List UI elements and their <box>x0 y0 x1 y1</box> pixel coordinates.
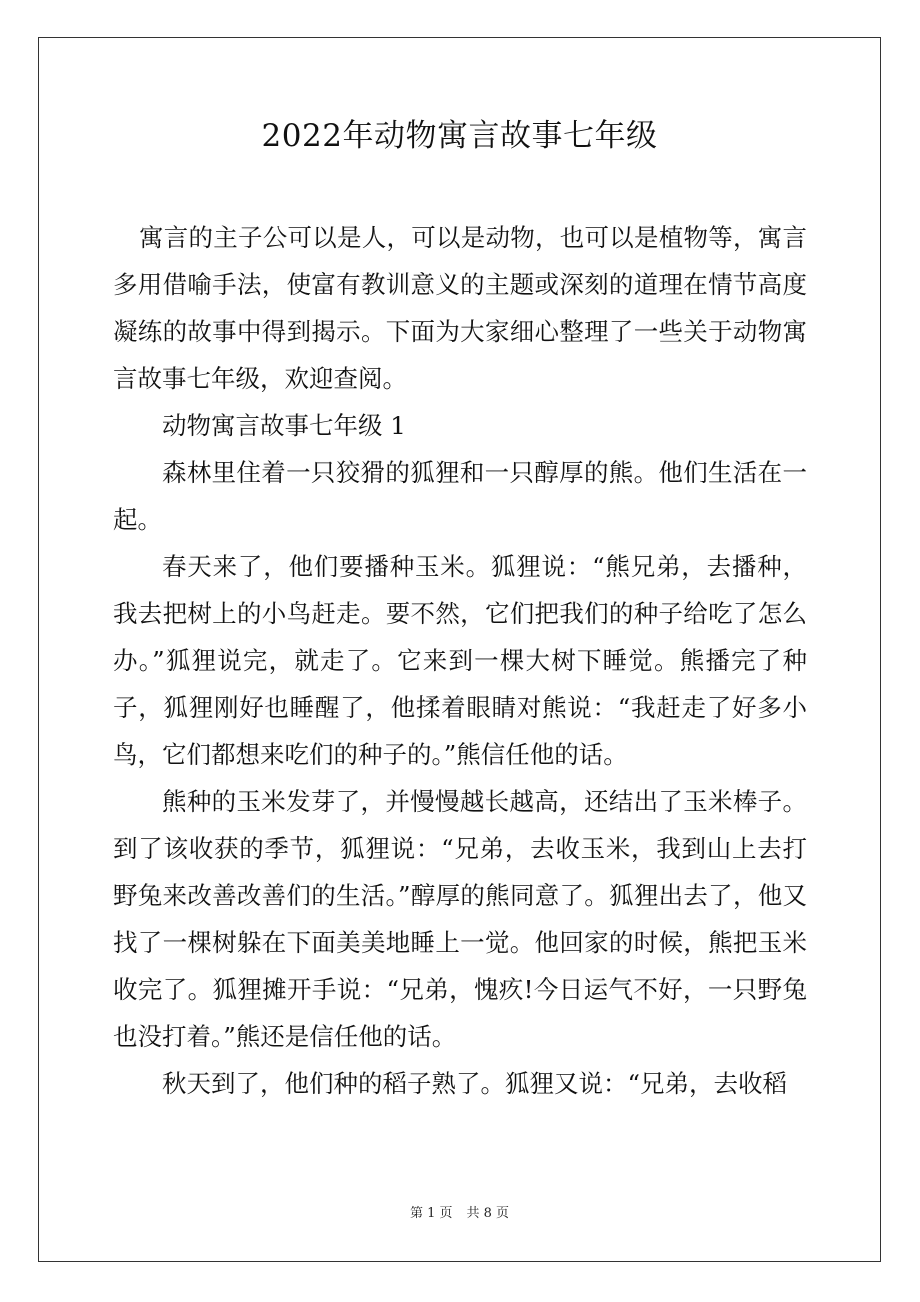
story-paragraph: 春天来了，他们要播种玉米。狐狸说：“熊兄弟，去播种，我去把树上的小鸟赶走。要不然，它们把我们的种子给吃了怎么办。”狐狸说完，就走了。它来到一棵大树下睡觉。熊播完了种子，狐狸刚好也睡醒了，他揉着眼睛对熊说：“我赶走了好多小鸟，它们都想来吃们的种子的。”熊信任他的话。 <box>113 552 807 769</box>
page-number: 第 1 页 <box>409 1206 453 1221</box>
page-total: 共 8 页 <box>466 1206 510 1221</box>
intro-paragraph: 寓言的主子公可以是人，可以是动物，也可以是植物等，寓言多用借喻手法，使富有教训意义的主题或深刻的道理在情节高度凝练的故事中得到揭示。下面为大家细心整理了一些关于动物寓言故事七年级，欢迎查阅。 <box>113 223 807 393</box>
section-heading: 动物寓言故事七年级 1 <box>162 411 406 440</box>
page-footer <box>38 1204 881 1224</box>
story-paragraph: 秋天到了，他们种的稻子熟了。狐狸又说：“兄弟，去收稻 <box>162 1069 788 1098</box>
document-title: 2022年动物寓言故事七年级 <box>261 118 658 154</box>
story-paragraph: 森林里住着一只狡猾的狐狸和一只醇厚的熊。他们生活在一起。 <box>113 458 807 534</box>
story-paragraph: 熊种的玉米发芽了，并慢慢越长越高，还结出了玉米棒子。到了该收获的季节，狐狸说：“兄弟，去收玉米，我到山上去打野兔来改善改善们的生活。”醇厚的熊同意了。狐狸出去了，他又找了一棵树躲在下面美美地睡上一觉。他回家的时候，熊把玉米收完了。狐狸摊开手说：“兄弟，愧疚!今日运气不好，一只野兔也没打着。”熊还是信任他的话。 <box>113 787 807 1051</box>
document-body <box>113 214 807 1107</box>
